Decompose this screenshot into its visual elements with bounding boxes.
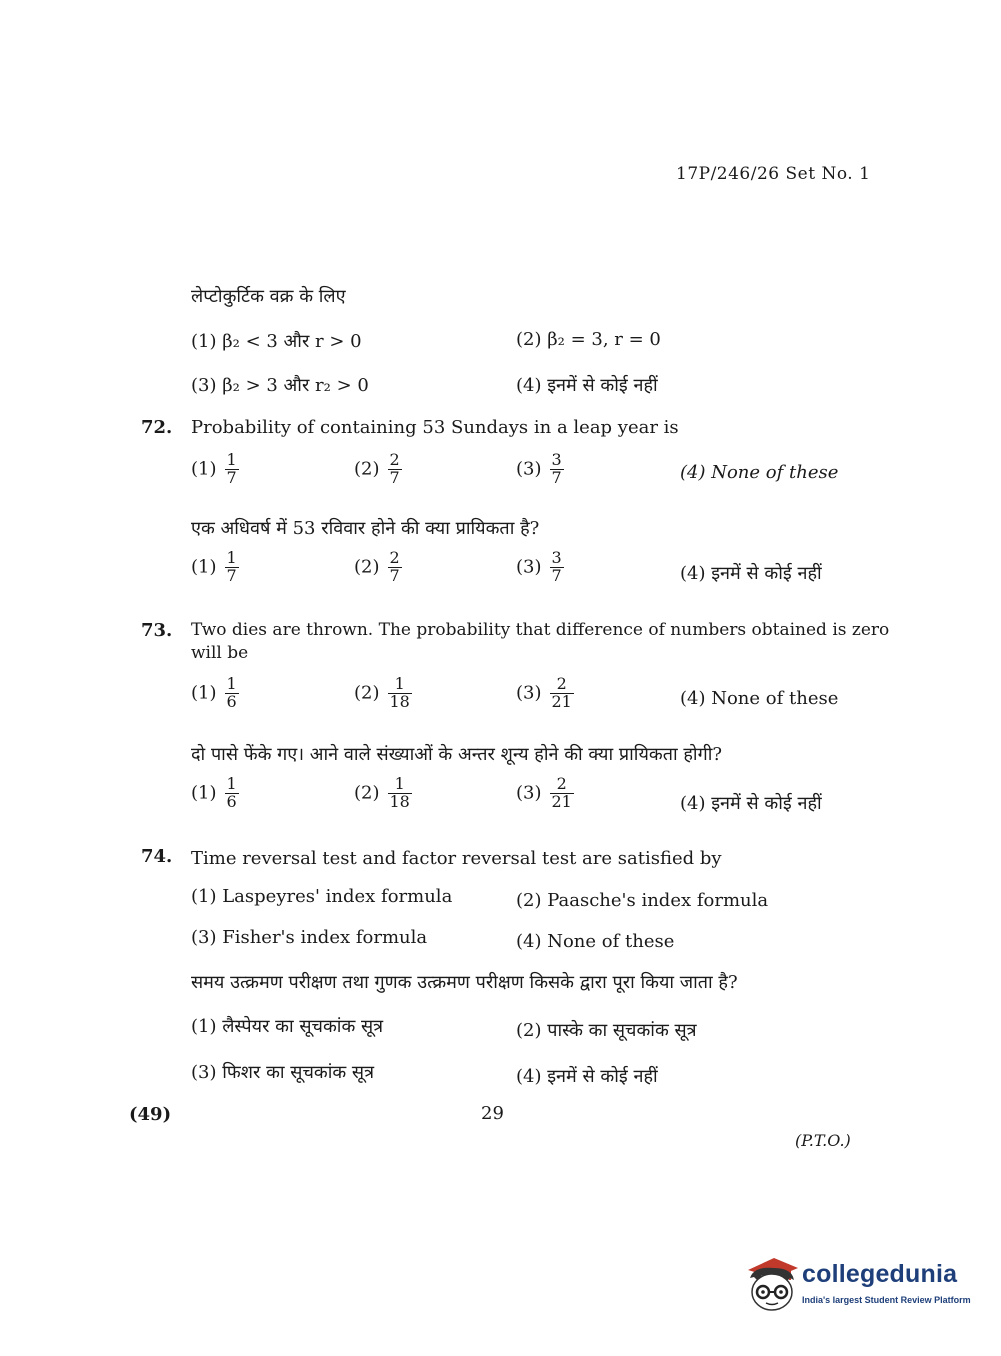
q72-option-3 — [516, 452, 564, 487]
numerator: 2 — [389, 450, 400, 469]
collegedunia-logo[interactable] — [744, 1254, 974, 1314]
option-label: (1) — [191, 782, 217, 804]
q71-hindi-stem: लेप्टोकुर्टिक वक्र के लिए — [191, 286, 346, 307]
page-number: 29 — [481, 1103, 504, 1124]
denominator: 7 — [226, 565, 237, 585]
fraction — [388, 550, 402, 585]
denominator: 18 — [389, 791, 410, 811]
fraction — [225, 676, 239, 711]
fraction — [225, 452, 239, 487]
q74-option-1: (1) Laspeyres' index formula — [191, 886, 453, 907]
numerator: 3 — [551, 450, 562, 469]
option-label: (3) — [516, 782, 542, 804]
numerator: 2 — [556, 774, 567, 793]
fraction — [550, 550, 564, 585]
q72-option-1 — [191, 452, 239, 487]
q73-option-2 — [354, 676, 412, 711]
option-label: (3) — [516, 682, 542, 704]
numerator: 1 — [226, 548, 237, 567]
q72-hindi-option-3 — [516, 550, 564, 585]
q73-hindi-option-3 — [516, 776, 574, 811]
q74-hindi-option-3: (3) फिशर का सूचकांक सूत्र — [191, 1062, 375, 1083]
denominator: 7 — [551, 467, 562, 487]
denominator: 7 — [389, 565, 400, 585]
q72-stem: Probability of containing 53 Sundays in a leap year is — [191, 417, 679, 438]
q72-hindi-option-4: (4) इनमें से कोई नहीं — [680, 563, 822, 584]
q74-option-2: (2) Paasche's index formula — [516, 890, 769, 911]
q73-option-3 — [516, 676, 574, 711]
fraction — [225, 550, 239, 585]
q73-option-1 — [191, 676, 239, 711]
q73-stem-line2: will be — [191, 643, 249, 663]
q73-number: 73. — [141, 620, 173, 641]
fraction — [550, 676, 574, 711]
denominator: 18 — [389, 691, 410, 711]
fraction — [388, 676, 412, 711]
q74-hindi-option-2: (2) पास्के का सूचकांक सूत्र — [516, 1020, 697, 1041]
denominator: 6 — [226, 691, 237, 711]
q72-hindi-option-2 — [354, 550, 402, 585]
q73-hindi-option-1 — [191, 776, 239, 811]
q72-number: 72. — [141, 417, 173, 438]
fraction — [550, 776, 574, 811]
q73-hindi-stem: दो पासे फेंके गए। आने वाले संख्याओं के अन्तर शून्य होने की क्या प्रायिकता होगी? — [191, 744, 723, 765]
q71-option-2: (2) β₂ = 3, r = 0 — [516, 329, 661, 350]
numerator: 1 — [226, 774, 237, 793]
logo-wordmark: collegedunia — [802, 1260, 958, 1288]
option-label: (2) — [354, 458, 380, 480]
logo-tagline: India's largest Student Review Platform — [802, 1295, 971, 1305]
numerator: 2 — [389, 548, 400, 567]
q73-stem-line1: Two dies are thrown. The probability that difference of numbers obtained is zero — [191, 620, 890, 640]
q71-option-1: (1) β₂ < 3 और r > 0 — [191, 331, 362, 352]
q74-hindi-option-1: (1) लैस्पेयर का सूचकांक सूत्र — [191, 1016, 384, 1037]
q74-number: 74. — [141, 846, 173, 867]
q72-option-2 — [354, 452, 402, 487]
mascot-icon — [744, 1254, 800, 1314]
fraction — [388, 776, 412, 811]
denominator: 7 — [226, 467, 237, 487]
option-label: (1) — [191, 556, 217, 578]
option-label: (3) — [516, 458, 542, 480]
denominator: 7 — [389, 467, 400, 487]
q74-option-3: (3) Fisher's index formula — [191, 927, 428, 948]
numerator: 1 — [226, 674, 237, 693]
q74-hindi-option-4: (4) इनमें से कोई नहीं — [516, 1066, 658, 1087]
pto-text: (P.T.O.) — [795, 1131, 851, 1150]
q71-option-4: (4) इनमें से कोई नहीं — [516, 375, 658, 396]
denominator: 21 — [551, 691, 572, 711]
option-label: (2) — [354, 682, 380, 704]
q73-hindi-option-2 — [354, 776, 412, 811]
denominator: 6 — [226, 791, 237, 811]
paper-code: 17P/246/26 Set No. 1 — [676, 164, 871, 184]
option-label: (2) — [354, 556, 380, 578]
q74-hindi-stem: समय उत्क्रमण परीक्षण तथा गुणक उत्क्रमण परीक्षण किसके द्वारा पूरा किया जाता है? — [191, 972, 738, 993]
q73-hindi-option-4: (4) इनमें से कोई नहीं — [680, 793, 822, 814]
q73-option-4: (4) None of these — [680, 688, 839, 709]
booklet-code: (49) — [129, 1104, 172, 1125]
denominator: 7 — [551, 565, 562, 585]
option-label: (3) — [516, 556, 542, 578]
q72-hindi-stem: एक अधिवर्ष में 53 रविवार होने की क्या प्रायिकता है? — [191, 518, 540, 539]
numerator: 1 — [394, 674, 405, 693]
fraction — [550, 452, 564, 487]
option-label: (1) — [191, 458, 217, 480]
fraction — [225, 776, 239, 811]
q71-option-3: (3) β₂ > 3 और r₂ > 0 — [191, 375, 369, 396]
denominator: 21 — [551, 791, 572, 811]
option-label: (2) — [354, 782, 380, 804]
numerator: 2 — [556, 674, 567, 693]
fraction — [388, 452, 402, 487]
numerator: 1 — [226, 450, 237, 469]
numerator: 1 — [394, 774, 405, 793]
q72-option-4: (4) None of these — [680, 462, 839, 483]
q72-hindi-option-1 — [191, 550, 239, 585]
numerator: 3 — [551, 548, 562, 567]
q74-stem: Time reversal test and factor reversal test are satisfied by — [191, 848, 722, 869]
option-label: (1) — [191, 682, 217, 704]
q74-option-4: (4) None of these — [516, 931, 675, 952]
